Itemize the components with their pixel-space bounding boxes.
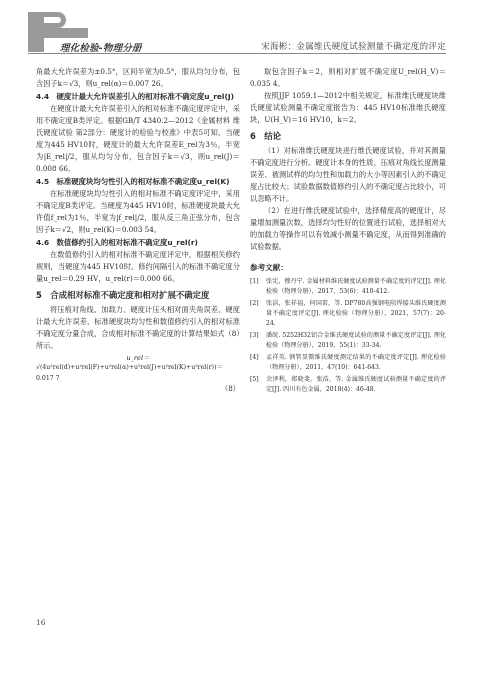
section-heading-4-4: 4.4 硬度计最大允许误差引入的相对标准不确定度u_rel(J)	[36, 92, 234, 101]
reference-text: 张洁，张祥福，何国雷，等. DP780高强钢电阻焊接头维氏硬度测量不确定度评定[J]. 理化检验（物理分册），2021，57(7)：20-24.	[266, 300, 446, 327]
section-heading-4-6: 4.6 数值修约引入的相对标准不确定度u_rel(r)	[36, 238, 198, 247]
paragraph: （1）对标准维氏硬度块进行维氏硬度试验，并对其测量不确定度进行分析。硬度计本身的性质、压痕对角线长度测量误差、被测试样的均匀性和加载力的大小等因素引入的不确定度占比较大；试验数据数值修约引入的不确定度占比较小，可以忽略不计。	[250, 146, 446, 203]
journal-logo-p	[44, 12, 66, 28]
section-heading-4-5: 4.5 标准硬度块均匀性引入的相对标准不确定度u_rel(K)	[36, 177, 230, 186]
reference-item	[250, 375, 446, 395]
reference-text: 张宪，穆丹宁. 金属材料维氏硬度试验测量不确定度的评定[J]. 理化检验（物理分册），2017，53(6)：410-412.	[266, 278, 446, 295]
reference-item	[250, 331, 446, 351]
paragraph: 在硬度计最大允许误差引入的相对标准不确定度评定中，采用不确定度B类评定。根据GB/T 4340.2—2012《金属材料 维氏硬度试验 第2部分：硬度计的检验与校准》中表5可知，当硬度为445 HV10时，硬度计的最大允许误差E_rel为3％，半宽为|E_rel|/2，服从均匀分布，包含因子k＝√3，则u_rel(J)＝0.008 66。	[36, 104, 240, 173]
journal-name: 理化检验-物理分册	[60, 43, 142, 54]
equation-number: （8）	[221, 384, 240, 393]
reference-number: [1]	[250, 278, 259, 285]
reference-text: 潘皖. 5252H32铝合金维氏硬度试验的测量不确定度评定[J]. 理化检验（物理分册），2019，55(1)：33-34.	[266, 332, 446, 349]
reference-number: [3]	[250, 332, 259, 339]
header-rule	[28, 53, 446, 54]
reference-item	[250, 353, 446, 373]
paragraph: 角最大允许误差为±0.5°，区间半宽为0.5°，服从均匀分布，包含因子k＝√3，则u_rel(α)＝0.007 26。	[36, 67, 240, 88]
left-column	[36, 66, 240, 394]
reference-text: 孟祥英. 钢管显微维氏硬度测定结果的不确定度评定[J]. 理化检验（物理分册），2011，47(10)：641-643.	[266, 354, 446, 371]
paragraph: 在数值修约引入的相对标准不确定度评定中，根据相关修约规则，当硬度为445 HV10时，修约间隔引入的标准不确定度分量u_rel＝0.29 HV，u_rel(r)＝0.000 66。	[36, 250, 240, 283]
section-heading-5: 5 合成相对标准不确定度和相对扩展不确定度	[36, 290, 210, 300]
reference-number: [4]	[250, 354, 259, 361]
paragraph: 将压痕对角线、加载力、硬度计压头相对面夹角误差、硬度计最大允许误差、标准硬度块均匀性和数值修约引入的相对标准不确定度分量合成，合成相对标准不确定度的计算结果如式（8）所示。	[36, 305, 240, 350]
reference-text: 余泽利，郑晓斐，张浩，等. 金属维氏硬度试验测量不确定度的评定[J]. 四川有色金属，2018(4)：46-48.	[266, 376, 446, 393]
formula-8: √(4u²rel(d)+u²rel(F)+u²rel(α)+u²rel(J)+u²rel(K)+u²rel(r))＝0.017 7	[36, 364, 223, 382]
formula-label: u_rel＝	[126, 354, 150, 362]
paragraph: 按照JJF 1059.1—2012中相关规定，标准维氏硬度块维氏硬度试验测量不确定度报告为：445 HV10标准维氏硬度块，U(H_V)＝16 HV10，k＝2。	[250, 91, 446, 124]
paragraph: （2）在进行维氏硬度试验中，选择精度高的硬度计，尽量增加测量次数，选择均匀性好的位置进行试验，选择相对大的加载力等操作可以有效减小测量不确定度，从而得到准确的试验数据。	[250, 206, 446, 251]
right-column	[250, 66, 446, 397]
references-title: 参考文献：	[250, 263, 288, 272]
page-header	[0, 0, 480, 60]
reference-list	[250, 277, 446, 395]
journal-logo-bar	[28, 28, 88, 38]
reference-item	[250, 277, 446, 297]
paragraph: 在标准硬度块均匀性引入的相对标准不确定度评定中，采用不确定度B类评定。当硬度为445 HV10时，标准硬度块最大允许值f_rel为1％，半宽为|f_rel|/2，服从反三角正弦分布，包含因子k＝√2，则u_rel(K)＝0.003 54。	[36, 189, 240, 234]
paragraph: 取包含因子k＝2，则相对扩展不确定度U_rel(H_V)＝0.035 4。	[250, 67, 446, 88]
running-title: 宋海彬：金属维氏硬度试验测量不确定度的评定	[261, 42, 446, 52]
reference-number: [2]	[250, 300, 259, 307]
page-number: 16	[36, 618, 46, 627]
section-heading-6: 6 结论	[250, 131, 281, 141]
reference-number: [5]	[250, 376, 259, 383]
reference-item	[250, 299, 446, 329]
